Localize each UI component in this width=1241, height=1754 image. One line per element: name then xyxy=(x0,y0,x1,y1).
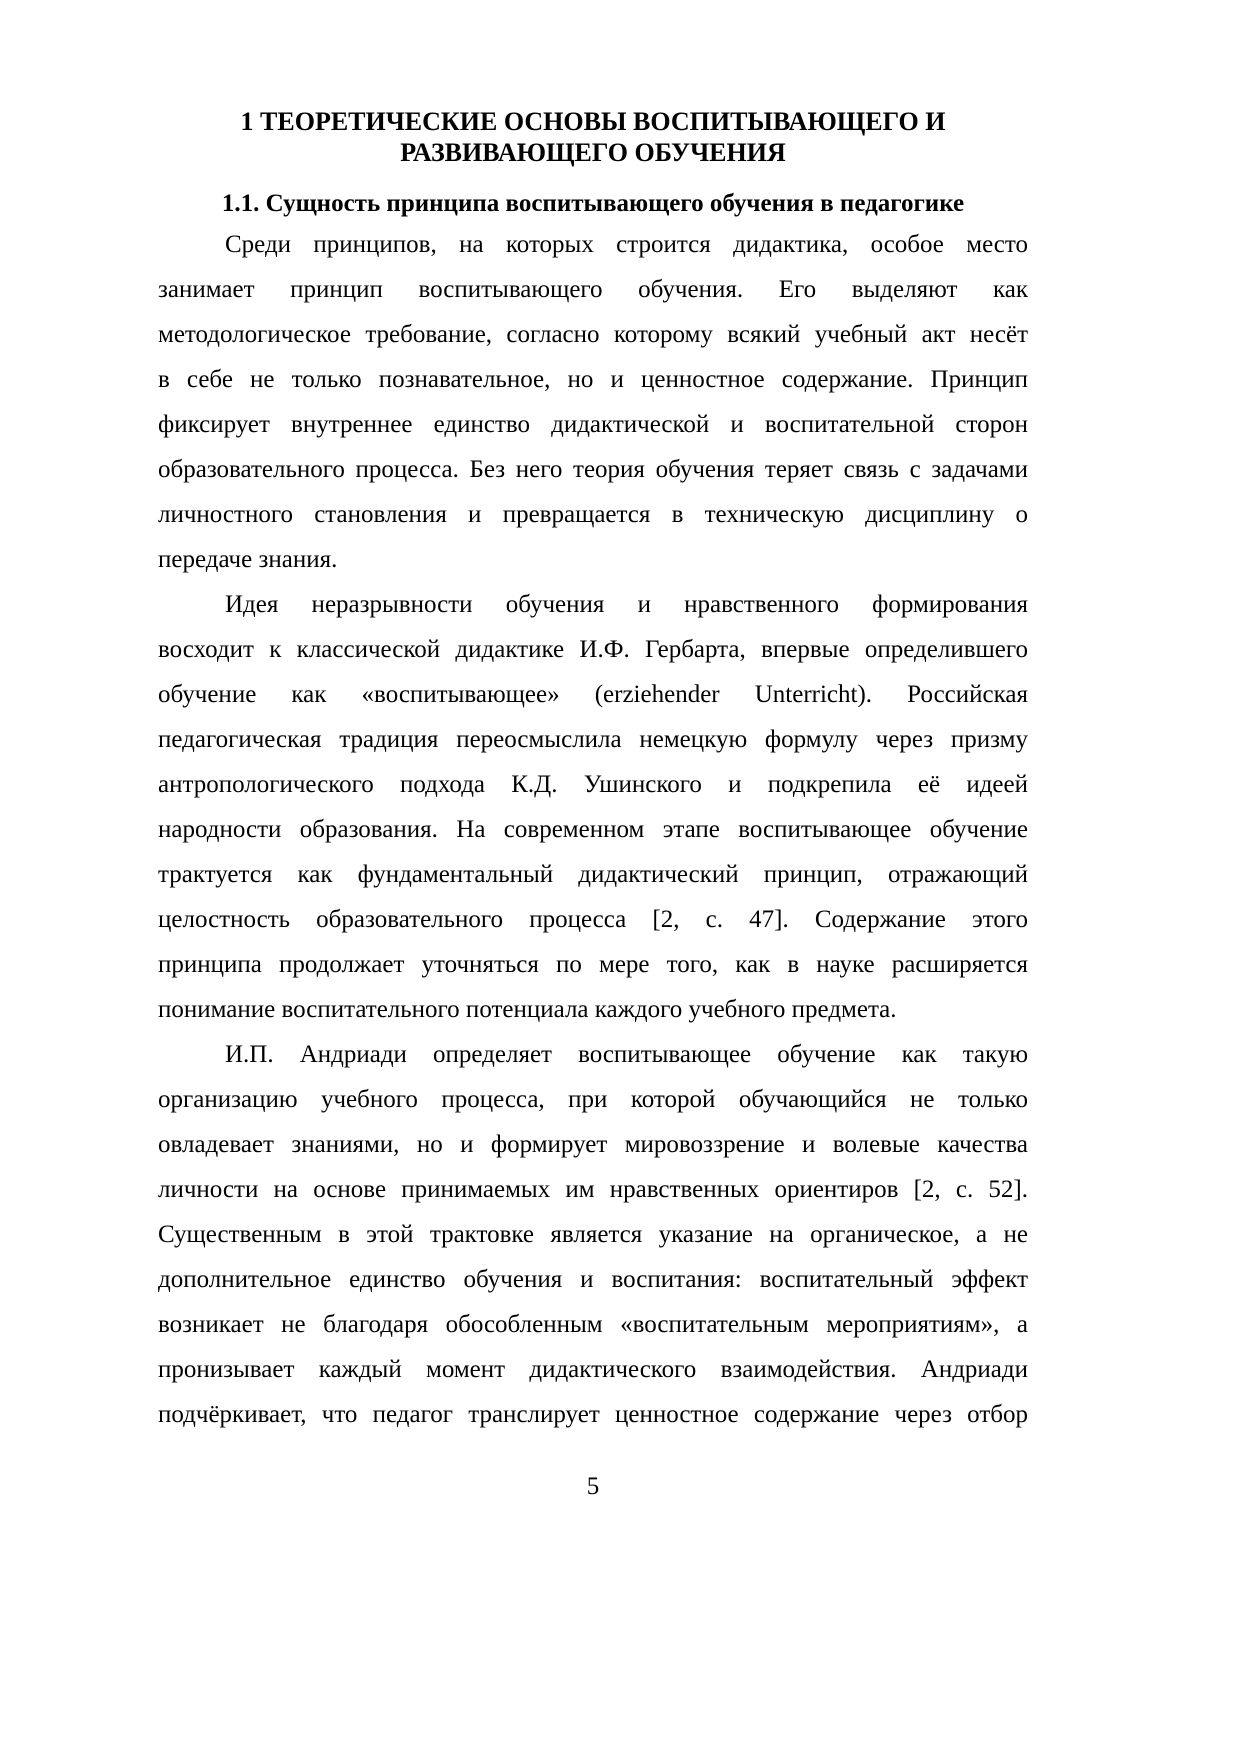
chapter-title-line: РАЗВИВАЮЩЕГО ОБУЧЕНИЯ xyxy=(400,138,786,167)
text-line: Идея неразрывности обучения и нравственного формирования xyxy=(225,591,1028,618)
paragraph xyxy=(158,1032,1028,1437)
paragraph xyxy=(158,222,1028,582)
text-line: личностного становления и превращается в техническую дисциплину о xyxy=(158,501,1028,528)
text-line: фиксирует внутреннее единство дидактической и воспитательной сторон xyxy=(158,411,1028,438)
text-line: подчёркивает, что педагог транслирует ценностное содержание через отбор xyxy=(158,1401,1028,1428)
text-line: Среди принципов, на которых строится дидактика, особое место xyxy=(225,231,1028,258)
page-number: 5 xyxy=(586,1473,600,1500)
chapter-title xyxy=(158,106,1028,168)
text-line: пронизывает каждый момент дидактического взаимодействия. Андриади xyxy=(158,1356,1028,1383)
section-heading: 1.1. Сущность принципа воспитывающего обучения в педагогике xyxy=(221,190,965,217)
text-line: восходит к классической дидактике И.Ф. Гербарта, впервые определившего xyxy=(158,636,1028,663)
text-line: овладевает знаниями, но и формирует мировоззрение и волевые качества xyxy=(158,1131,1028,1158)
text-line: дополнительное единство обучения и воспитания: воспитательный эффект xyxy=(158,1266,1028,1293)
text-line: занимает принцип воспитывающего обучения. Его выделяют как xyxy=(158,276,1028,303)
text-line: обучение как «воспитывающее» (erziehender Unterricht). Российская xyxy=(158,681,1028,708)
text-line: образовательного процесса. Без него теория обучения теряет связь с задачами xyxy=(158,456,1028,483)
text-line: педагогическая традиция переосмыслила немецкую формулу через призму xyxy=(158,726,1028,753)
text-line: методологическое требование, согласно которому всякий учебный акт несёт xyxy=(158,321,1028,348)
text-line: в себе не только познавательное, но и ценностное содержание. Принцип xyxy=(158,366,1028,393)
text-line: возникает не благодаря обособленным «воспитательным мероприятиям», а xyxy=(158,1311,1028,1338)
chapter-title-line: 1 ТЕОРЕТИЧЕСКИЕ ОСНОВЫ ВОСПИТЫВАЮЩЕГО И xyxy=(240,107,946,136)
text-line: антропологического подхода К.Д. Ушинского и подкрепила её идеей xyxy=(158,771,1028,798)
text-line: И.П. Андриади определяет воспитывающее обучение как такую xyxy=(225,1041,1028,1068)
body-text xyxy=(158,222,1028,1437)
text-line: принципа продолжает уточняться по мере того, как в науке расширяется xyxy=(158,951,1028,978)
text-line: личности на основе принимаемых им нравственных ориентиров [2, с. 52]. xyxy=(158,1176,1028,1203)
text-line: народности образования. На современном этапе воспитывающее обучение xyxy=(158,816,1028,843)
text-line: понимание воспитательного потенциала каждого учебного предмета. xyxy=(158,996,897,1023)
text-line: передаче знания. xyxy=(158,546,338,573)
text-line: целостность образовательного процесса [2, с. 47]. Содержание этого xyxy=(158,906,1028,933)
text-line: трактуется как фундаментальный дидактический принцип, отражающий xyxy=(158,861,1028,888)
paragraph xyxy=(158,582,1028,1032)
text-line: Существенным в этой трактовке является указание на органическое, а не xyxy=(158,1221,1028,1248)
text-line: организацию учебного процесса, при которой обучающийся не только xyxy=(158,1086,1028,1113)
